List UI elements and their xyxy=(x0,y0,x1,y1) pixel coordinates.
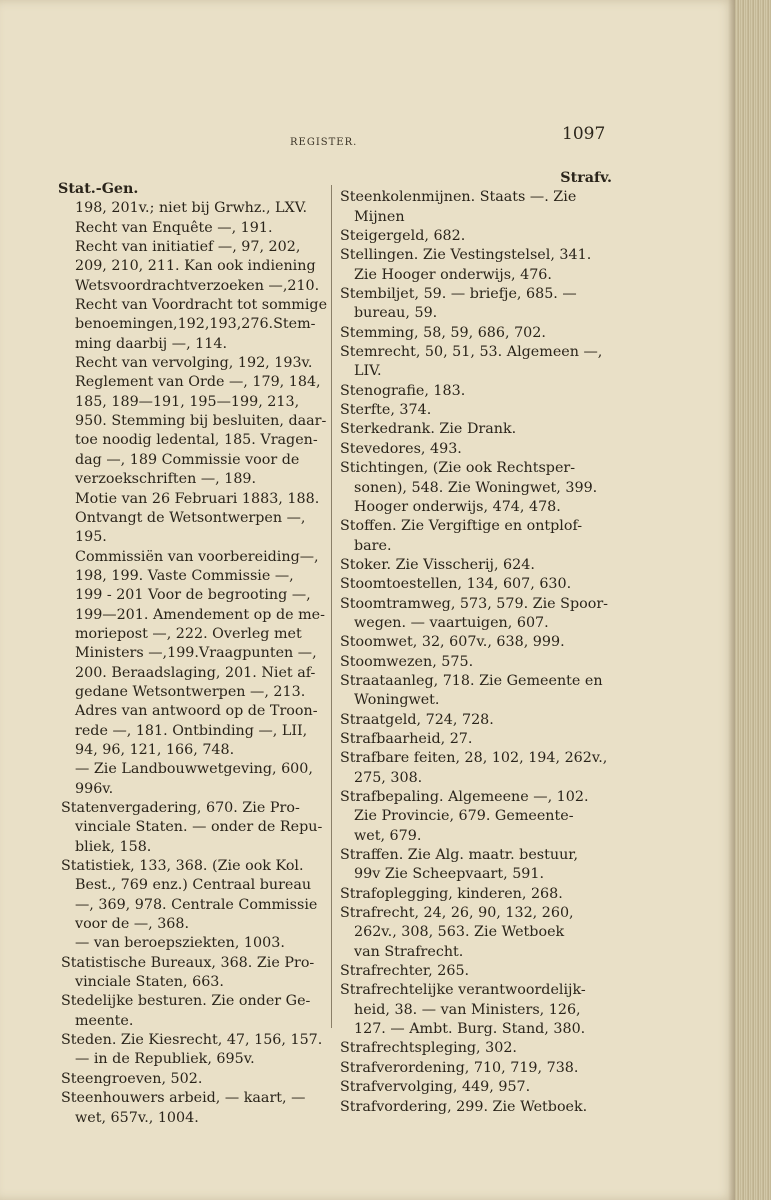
right-column xyxy=(340,169,620,1117)
index-line: van Strafrecht. xyxy=(354,943,464,960)
index-line: Stemming, 58, 59, 686, 702. xyxy=(340,324,546,341)
index-line: Strafverordening, 710, 719, 738. xyxy=(340,1059,579,1076)
index-line: Strafvordering, 299. Zie Wetboek. xyxy=(340,1098,588,1115)
index-line: voor de —, 368. xyxy=(75,916,190,933)
index-line: Recht van Enquête —, 191. xyxy=(75,219,273,236)
index-line: Strafrechter, 265. xyxy=(340,963,470,980)
index-line: wet, 679. xyxy=(354,827,422,844)
index-line: dag —, 189 Commissie voor de xyxy=(75,451,300,468)
index-line: —, 369, 978. Centrale Commissie xyxy=(75,896,318,913)
index-line: Sterkedrank. Zie Drank. xyxy=(340,421,517,438)
index-line: Zie Provincie, 679. Gemeente- xyxy=(354,808,574,825)
index-line: Strafvervolging, 449, 957. xyxy=(340,1079,531,1096)
running-title: REGISTER. xyxy=(290,137,358,148)
index-line: gedane Wetsontwerpen —, 213. xyxy=(75,683,306,700)
index-line: 99v Zie Scheepvaart, 591. xyxy=(354,866,545,883)
right-entries xyxy=(340,188,620,1117)
index-line: vinciale Staten. — onder de Repu- xyxy=(75,819,323,836)
index-line: Hooger onderwijs, 474, 478. xyxy=(354,498,561,515)
index-line: Straffen. Zie Alg. maatr. bestuur, xyxy=(340,847,579,864)
index-line: LIV. xyxy=(354,363,382,380)
index-line: Strafbare feiten, 28, 102, 194, 262v., xyxy=(340,750,608,767)
index-line: Stoomtramweg, 573, 579. Zie Spoor- xyxy=(340,595,609,612)
index-line: 199—201. Amendement op de me- xyxy=(75,606,325,623)
index-line: Sterfte, 374. xyxy=(340,402,432,419)
index-line: Adres van antwoord op de Troon- xyxy=(75,703,318,720)
index-line: Stoomwezen, 575. xyxy=(340,653,474,670)
index-line: meente. xyxy=(75,1012,134,1029)
index-line: 198, 199. Vaste Commissie —, xyxy=(75,567,294,584)
index-line: Steengroeven, 502. xyxy=(61,1070,203,1087)
index-line: Stoffen. Zie Vergiftige en ontplof- xyxy=(340,518,583,535)
index-line: Recht van Voordracht tot sommige xyxy=(75,297,328,314)
index-line: Commissiën van voorbereiding—, xyxy=(75,548,319,565)
index-line: Strafrechtspleging, 302. xyxy=(340,1040,517,1057)
index-line: Stellingen. Zie Vestingstelsel, 341. xyxy=(340,247,592,264)
index-line: Stichtingen, (Zie ook Rechtsper- xyxy=(340,460,576,477)
index-line: toe noodig ledental, 185. Vragen- xyxy=(75,432,318,449)
index-line: Statistische Bureaux, 368. Zie Pro- xyxy=(61,954,315,971)
index-line: Stoomtoestellen, 134, 607, 630. xyxy=(340,576,572,593)
index-line: 199 - 201 Voor de begrooting —, xyxy=(75,587,311,604)
column-heading: Stat.-Gen. xyxy=(58,181,139,197)
index-line: Stedelijke besturen. Zie onder Ge- xyxy=(61,993,311,1010)
index-line: 200. Beraadslaging, 201. Niet af- xyxy=(75,664,316,681)
index-line: Statenvergadering, 670. Zie Pro- xyxy=(61,800,300,816)
index-line: 127. — Ambt. Burg. Stand, 380. xyxy=(354,1021,586,1038)
index-line: rede —, 181. Ontbinding —, LII, xyxy=(75,722,308,739)
index-line: Steden. Zie Kiesrecht, 47, 156, 157. xyxy=(61,1032,323,1049)
index-line: verzoekschriften —, 189. xyxy=(75,471,257,488)
index-line: Recht van initiatief —, 97, 202, xyxy=(75,239,301,256)
index-line: 198, 201v.; niet bij Grwhz., LXV. xyxy=(75,200,308,217)
index-line: Strafbepaling. Algemeene —, 102. xyxy=(340,789,589,805)
index-line: 950. Stemming bij besluiten, daar- xyxy=(75,413,327,430)
index-line: heid, 38. — van Ministers, 126, xyxy=(354,1001,581,1018)
index-line: — in de Republiek, 695v. xyxy=(75,1051,255,1068)
index-line: Mijnen xyxy=(354,208,405,225)
index-line: Strafbaarheid, 27. xyxy=(340,730,473,747)
index-line: 275, 308. xyxy=(354,769,423,786)
index-line: Straataanleg, 718. Zie Gemeente en xyxy=(340,672,603,689)
index-line: Stemrecht, 50, 51, 53. Algemeen —, xyxy=(340,344,603,361)
index-line: benoemingen,192,193,276.Stem- xyxy=(75,316,316,333)
index-line: Wetsvoordrachtverzoeken —,210. xyxy=(75,277,320,294)
page-edges xyxy=(735,0,771,1200)
index-line: Recht van vervolging, 192, 193v. xyxy=(75,355,313,372)
index-line: ming daarbij —, 114. xyxy=(75,335,227,352)
index-line: 262v., 308, 563. Zie Wetboek xyxy=(354,924,565,941)
index-line: wet, 657v., 1004. xyxy=(75,1109,199,1126)
index-line: Best., 769 enz.) Centraal bureau xyxy=(75,877,312,894)
index-line: Stoker. Zie Visscherij, 624. xyxy=(340,556,535,573)
index-line: Zie Hooger onderwijs, 476. xyxy=(354,266,552,283)
index-line: 209, 210, 211. Kan ook indiening xyxy=(75,258,316,275)
left-column xyxy=(58,180,329,1128)
index-line: moriepost —, 222. Overleg met xyxy=(75,625,302,642)
index-line: Woningwet. xyxy=(354,692,440,709)
index-line: Stenografie, 183. xyxy=(340,382,466,399)
index-line: Strafoplegging, kinderen, 268. xyxy=(340,885,563,902)
page-number: 1097 xyxy=(562,124,606,144)
index-line: Strafrechtelijke verantwoordelijk- xyxy=(340,982,586,999)
index-line: Ontvangt de Wetsontwerpen —, xyxy=(75,509,306,526)
index-line: sonen), 548. Zie Woningwet, 399. xyxy=(354,479,598,496)
index-line: bare. xyxy=(354,537,392,554)
index-line: Stevedores, 493. xyxy=(340,440,462,457)
index-line: Ministers —,199.Vraagpunten —, xyxy=(75,645,317,662)
left-entries xyxy=(61,199,329,1128)
index-line: Motie van 26 Februari 1883, 188. xyxy=(75,490,320,507)
index-line: Strafrecht, 24, 26, 90, 132, 260, xyxy=(340,905,574,922)
index-line: Steenkolenmijnen. Staats —. Zie xyxy=(340,189,577,206)
index-line: 185, 189—191, 195—199, 213, xyxy=(75,393,300,410)
index-line: bliek, 158. xyxy=(75,838,152,855)
index-line: wegen. — vaartuigen, 607. xyxy=(354,614,549,631)
index-line: 195. xyxy=(75,529,107,546)
index-line: — van beroepsziekten, 1003. xyxy=(75,935,285,952)
index-line: bureau, 59. xyxy=(354,305,438,322)
index-line: 996v. xyxy=(75,780,114,797)
index-line: Stembiljet, 59. — briefje, 685. — xyxy=(340,286,577,303)
column-divider xyxy=(331,185,332,1028)
index-line: Steigergeld, 682. xyxy=(340,228,466,245)
column-heading: Strafv. xyxy=(560,170,612,186)
index-line: — Zie Landbouwwetgeving, 600, xyxy=(75,761,313,778)
index-line: vinciale Staten, 663. xyxy=(75,974,224,991)
index-line: Steenhouwers arbeid, — kaart, — xyxy=(61,1090,306,1107)
index-line: Statistiek, 133, 368. (Zie ook Kol. xyxy=(61,858,304,875)
index-line: 94, 96, 121, 166, 748. xyxy=(75,741,235,758)
index-line: Straatgeld, 724, 728. xyxy=(340,711,494,728)
index-line: Reglement van Orde —, 179, 184, xyxy=(75,374,321,391)
index-line: Stoomwet, 32, 607v., 638, 999. xyxy=(340,634,565,651)
